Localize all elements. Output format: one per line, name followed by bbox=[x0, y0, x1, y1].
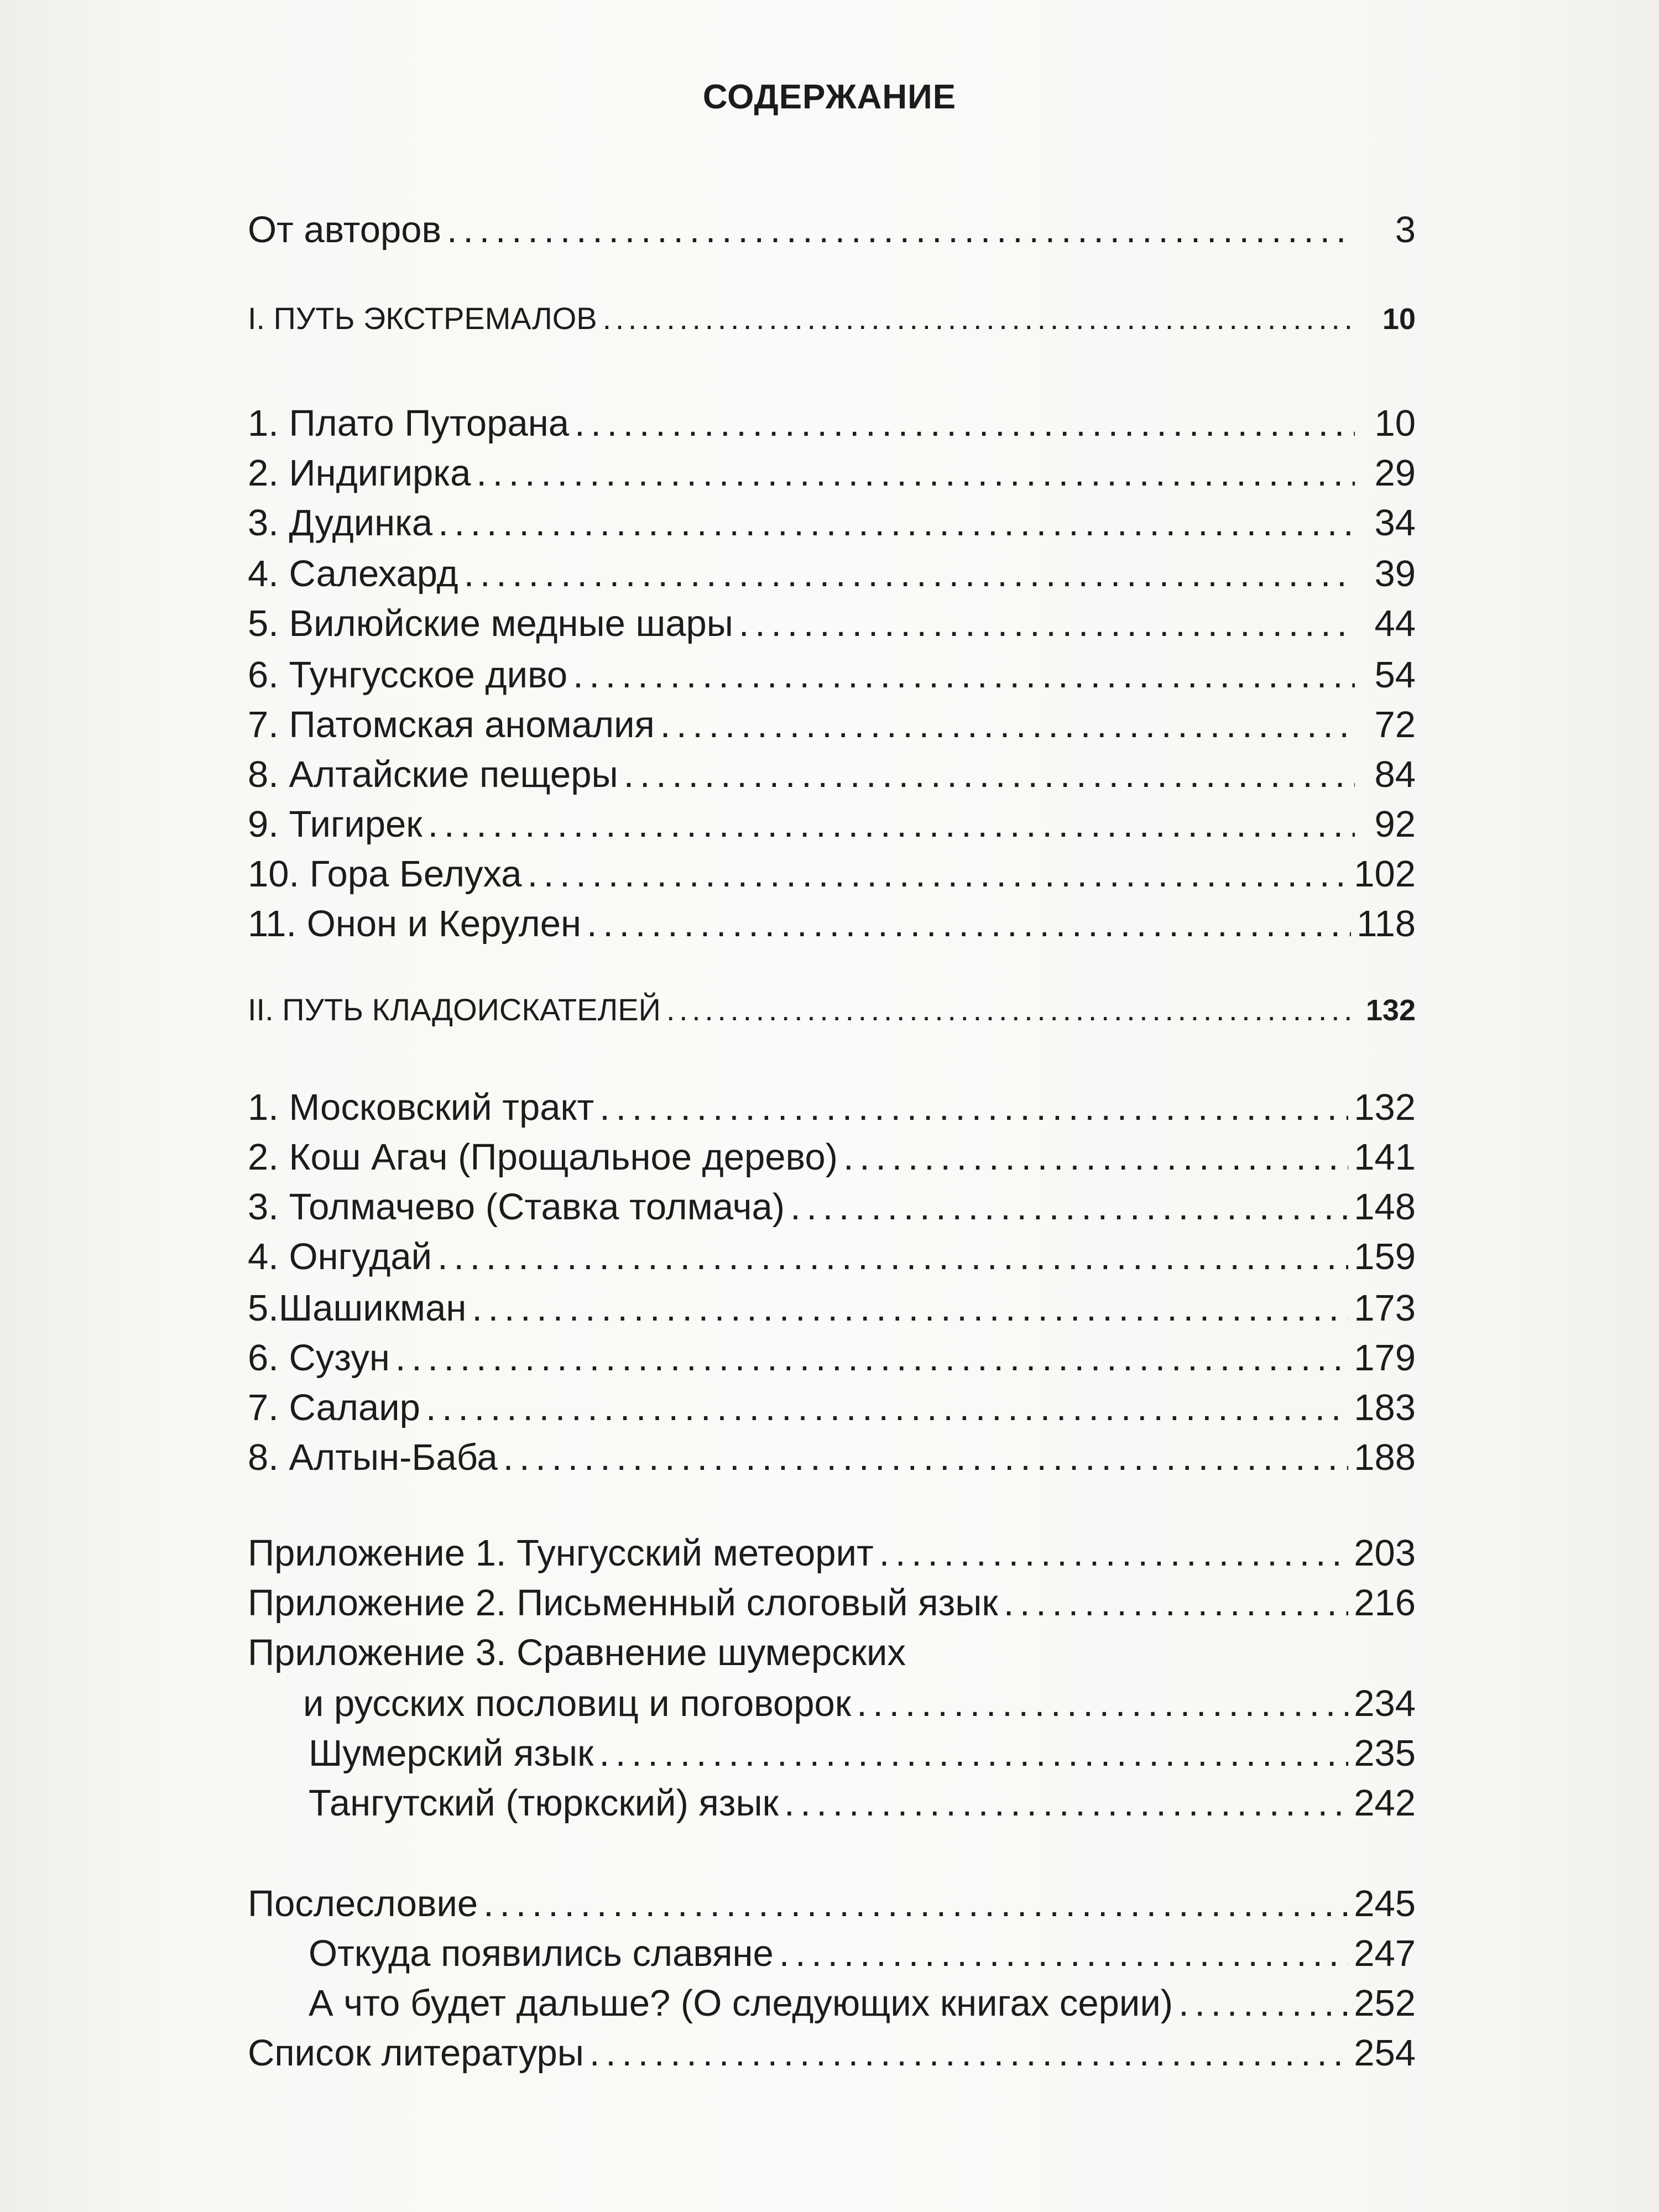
toc-leader-dots bbox=[666, 984, 1355, 1035]
page-title: СОДЕРЖАНИЕ bbox=[702, 78, 957, 116]
toc-entry-page: 10 bbox=[1374, 403, 1416, 444]
toc-entry-title: Тангутский (тюркский) язык bbox=[309, 1782, 779, 1824]
toc-entry-page: 3 bbox=[1395, 209, 1416, 251]
toc-entry bbox=[243, 1182, 1416, 1233]
toc-leader-dots bbox=[779, 1928, 1348, 1979]
toc-leader-dots bbox=[447, 205, 1355, 255]
toc-leader-dots bbox=[599, 1082, 1348, 1133]
toc-entry-page: 84 bbox=[1374, 754, 1416, 795]
toc-entry-page: 102 bbox=[1354, 853, 1416, 895]
toc-leader-dots bbox=[624, 749, 1355, 800]
toc-leader-dots bbox=[660, 700, 1355, 750]
toc-entry-page: 188 bbox=[1354, 1437, 1416, 1478]
toc-entry-title: 4. Салехард bbox=[248, 553, 458, 594]
toc-entry bbox=[243, 498, 1416, 549]
toc-entry-title: и русских пословиц и поговорок bbox=[303, 1683, 852, 1724]
toc-entry bbox=[243, 1627, 1416, 1678]
toc-leader-dots bbox=[1004, 1578, 1349, 1629]
toc-entry bbox=[243, 899, 1416, 950]
toc-entry-page: 39 bbox=[1374, 553, 1416, 594]
toc-entry bbox=[243, 1132, 1416, 1183]
toc-entry-page: 252 bbox=[1354, 1983, 1416, 2024]
toc-section-heading bbox=[243, 293, 1416, 344]
toc-entry bbox=[243, 1578, 1416, 1629]
toc-entry bbox=[243, 1283, 1416, 1334]
toc-entry-title: 7. Салаир bbox=[248, 1387, 420, 1428]
toc-leader-dots bbox=[438, 498, 1355, 549]
toc-leader-dots bbox=[503, 1432, 1348, 1483]
toc-entry-title: 11. Онон и Керулен bbox=[248, 903, 581, 945]
toc-entry-page: 235 bbox=[1354, 1733, 1416, 1774]
toc-entry-title: От авторов bbox=[248, 209, 442, 251]
toc-entry-page: 216 bbox=[1354, 1582, 1416, 1624]
toc-entry-title: 9. Тигирек bbox=[248, 804, 422, 845]
toc-entry bbox=[243, 650, 1416, 701]
toc-entry-title: Приложение 1. Тунгусский метеорит bbox=[248, 1532, 874, 1574]
toc-entry-page: 34 bbox=[1374, 502, 1416, 544]
toc-entry-title: I. ПУТЬ ЭКСТРЕМАЛОВ bbox=[248, 301, 597, 336]
toc-entry-title: 2. Кош Агач (Прощальное дерево) bbox=[248, 1136, 838, 1178]
toc-leader-dots bbox=[587, 899, 1351, 950]
toc-entry-page: 54 bbox=[1374, 654, 1416, 696]
toc-entry-page: 141 bbox=[1354, 1136, 1416, 1178]
toc-entry bbox=[243, 1232, 1416, 1282]
toc-entry bbox=[243, 1879, 1416, 1929]
toc-entry-page: 179 bbox=[1354, 1337, 1416, 1379]
toc-leader-dots bbox=[464, 549, 1355, 599]
toc-entry bbox=[243, 205, 1416, 255]
toc-leader-dots bbox=[879, 1528, 1349, 1579]
toc-entry bbox=[243, 849, 1416, 900]
toc-entry-title: Приложение 2. Письменный слоговый язык bbox=[248, 1582, 998, 1624]
toc-entry-title: Послесловие bbox=[248, 1883, 478, 1924]
toc-entry-title: 6. Сузун bbox=[248, 1337, 390, 1379]
toc-entry-page: 183 bbox=[1354, 1387, 1416, 1428]
toc-entry bbox=[243, 1928, 1416, 1979]
toc-entry-title: 1. Плато Путорана bbox=[248, 403, 569, 444]
toc-leader-dots bbox=[1178, 1978, 1348, 2029]
toc-entry-page: 254 bbox=[1354, 2032, 1416, 2074]
toc-entry bbox=[243, 749, 1416, 800]
toc-entry-title: 3. Дудинка bbox=[248, 502, 433, 544]
toc-leader-dots bbox=[476, 448, 1355, 499]
toc-entry-title: 3. Толмачево (Ставка толмача) bbox=[248, 1186, 785, 1228]
toc-entry bbox=[243, 1432, 1416, 1483]
toc-entry-title: Приложение 3. Сравнение шумерских bbox=[248, 1632, 906, 1673]
toc-entry-title: 8. Алтайские пещеры bbox=[248, 754, 618, 795]
toc-entry bbox=[243, 1678, 1416, 1729]
toc-entry-page: 132 bbox=[1354, 1087, 1416, 1128]
toc-leader-dots bbox=[437, 1232, 1348, 1282]
toc-leader-dots bbox=[857, 1678, 1348, 1729]
toc-entry-title: 7. Патомская аномалия bbox=[248, 704, 655, 745]
toc-leader-dots bbox=[603, 293, 1355, 344]
toc-leader-dots bbox=[528, 849, 1349, 900]
toc-leader-dots bbox=[426, 1383, 1348, 1433]
toc-leader-dots bbox=[790, 1182, 1348, 1233]
toc-leader-dots bbox=[575, 398, 1355, 449]
toc-entry-title: 6. Тунгусское диво bbox=[248, 654, 568, 696]
toc-entry bbox=[243, 799, 1416, 850]
toc-entry bbox=[243, 1333, 1416, 1384]
toc-entry bbox=[243, 2028, 1416, 2079]
toc-leader-dots bbox=[395, 1333, 1348, 1384]
toc-entry bbox=[243, 1978, 1416, 2029]
toc-entry-title: II. ПУТЬ КЛАДОИСКАТЕЛЕЙ bbox=[248, 992, 661, 1027]
toc-leader-dots bbox=[599, 1728, 1349, 1779]
toc-entry-page: 10 bbox=[1382, 302, 1416, 336]
toc-leader-dots bbox=[739, 598, 1355, 649]
toc-entry-title: Список литературы bbox=[248, 2032, 584, 2074]
toc-entry-title: А что будет дальше? (О следующих книгах серии) bbox=[309, 1983, 1173, 2024]
toc-leader-dots bbox=[483, 1879, 1348, 1929]
toc-entry-page: 118 bbox=[1357, 903, 1416, 945]
toc-entry-page: 159 bbox=[1354, 1236, 1416, 1277]
toc-entry-title: 8. Алтын-Баба bbox=[248, 1437, 498, 1478]
toc-entry-title: 1. Московский тракт bbox=[248, 1087, 594, 1128]
toc-entry bbox=[243, 1778, 1416, 1829]
toc-entry-page: 234 bbox=[1354, 1683, 1416, 1724]
toc-leader-dots bbox=[589, 2028, 1348, 2079]
toc-entry-page: 245 bbox=[1354, 1883, 1416, 1924]
toc-leader-dots bbox=[843, 1132, 1348, 1183]
toc-entry-title: 4. Онгудай bbox=[248, 1236, 432, 1277]
toc-entry-page: 92 bbox=[1374, 804, 1416, 845]
toc-entry bbox=[243, 448, 1416, 499]
toc-entry-page: 29 bbox=[1374, 452, 1416, 494]
toc-entry bbox=[243, 598, 1416, 649]
toc-leader-dots bbox=[472, 1283, 1348, 1334]
toc-entry-title: 2. Индигирка bbox=[248, 452, 471, 494]
toc-leader-dots bbox=[573, 650, 1355, 701]
toc-entry-title: Откуда появились славяне bbox=[309, 1933, 774, 1974]
toc-entry bbox=[243, 700, 1416, 750]
toc-entry bbox=[243, 1383, 1416, 1433]
toc-entry-title: Шумерский язык bbox=[309, 1733, 594, 1774]
toc-entry-page: 173 bbox=[1354, 1287, 1416, 1329]
toc-entry bbox=[243, 1082, 1416, 1133]
toc-entry-title: 10. Гора Белуха bbox=[248, 853, 522, 895]
toc-entry-title: 5. Вилюйские медные шары bbox=[248, 603, 733, 644]
toc-leader-dots bbox=[428, 799, 1355, 850]
toc-entry-page: 132 bbox=[1365, 994, 1416, 1027]
toc-entry bbox=[243, 1528, 1416, 1579]
toc-entry bbox=[243, 549, 1416, 599]
toc-entry-page: 72 bbox=[1374, 704, 1416, 745]
toc-entry-title: 5.Шашикман bbox=[248, 1287, 467, 1329]
toc-entry-page: 247 bbox=[1354, 1933, 1416, 1974]
toc-entry-page: 44 bbox=[1374, 603, 1416, 644]
toc-entry bbox=[243, 1728, 1416, 1779]
toc-entry bbox=[243, 398, 1416, 449]
toc-entry-page: 148 bbox=[1354, 1186, 1416, 1228]
toc-entry-page: 203 bbox=[1354, 1532, 1416, 1574]
toc-section-heading bbox=[243, 984, 1416, 1035]
toc-leader-dots bbox=[784, 1778, 1348, 1829]
toc-entry-page: 242 bbox=[1354, 1782, 1416, 1824]
